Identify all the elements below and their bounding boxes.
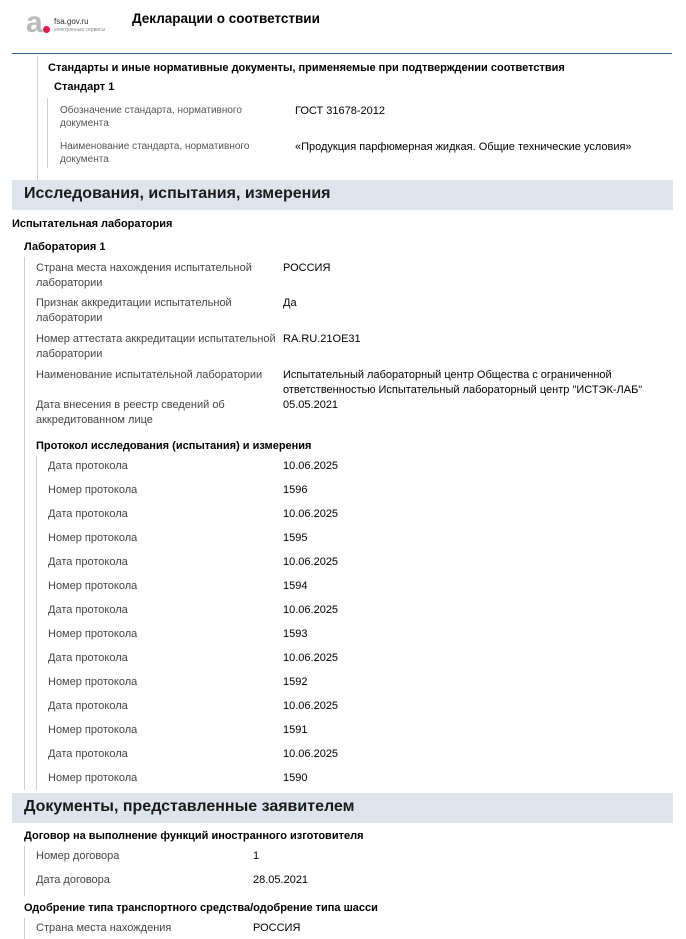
protocol-row-label: Номер протокола <box>48 772 138 784</box>
lab-registry-date-label: Дата внесения в реестр сведений об аккредитованном лице <box>36 399 225 426</box>
lab-accreditation-value: Да <box>283 297 297 309</box>
header-divider <box>12 53 672 54</box>
standard-name-value: «Продукция парфюмерная жидкая. Общие технические условия» <box>295 141 632 153</box>
protocol-row-value: 1590 <box>283 772 308 784</box>
protocol-row-value: 10.06.2025 <box>283 508 339 520</box>
protocol-row-label: Дата протокола <box>48 508 128 520</box>
protocol-row-value: 1594 <box>283 580 308 592</box>
standard-name-label: Наименование стандарта, нормативного документа <box>60 141 250 165</box>
protocol-row-value: 10.06.2025 <box>283 652 339 664</box>
protocol-row-label: Дата протокола <box>48 556 128 568</box>
lab-1-title: Лаборатория 1 <box>24 241 106 253</box>
page-title: Декларации о соответствии <box>132 11 320 26</box>
protocol-row-label: Номер протокола <box>48 580 138 592</box>
standards-guide-line <box>37 56 38 180</box>
protocol-row-label: Номер протокола <box>48 484 138 496</box>
protocol-row-label: Дата протокола <box>48 748 128 760</box>
lab-certificate-value: RA.RU.21OE31 <box>283 333 361 345</box>
approval-country-label: Страна места нахождения <box>36 922 172 934</box>
lab-name-label: Наименование испытательной лаборатории <box>36 369 263 381</box>
approval-guide-line <box>24 918 25 939</box>
research-section-header <box>12 180 673 210</box>
approval-heading: Одобрение типа транспортного средства/одобрение типа шасси <box>24 902 378 914</box>
protocol-row-value: 1593 <box>283 628 308 640</box>
protocol-row-value: 1592 <box>283 676 308 688</box>
protocol-row-value: 1596 <box>283 484 308 496</box>
logo-a-icon: a <box>26 6 43 39</box>
logo-dot-icon <box>43 26 50 33</box>
protocol-row-label: Дата протокола <box>48 652 128 664</box>
protocol-row-label: Дата протокола <box>48 604 128 616</box>
lab-guide-line <box>24 257 25 790</box>
contract-number-value: 1 <box>253 850 260 862</box>
standard-designation-value: ГОСТ 31678-2012 <box>295 105 385 117</box>
fsa-logo[interactable] <box>26 8 106 42</box>
contract-date-value: 28.05.2021 <box>253 874 309 886</box>
lab-country-value: РОССИЯ <box>283 262 331 274</box>
lab-name-value: Испытательный лабораторный центр Общества с ограниченной ответственностью Испытательный лабораторный центр "ИСТЭК-ЛАБ" <box>283 369 643 396</box>
documents-section-header <box>12 793 673 823</box>
standard-designation-label: Обозначение стандарта, нормативного документа <box>60 105 242 129</box>
contract-guide-line <box>24 846 25 896</box>
protocol-row-value: 10.06.2025 <box>283 700 339 712</box>
standards-heading: Стандарты и иные нормативные документы, применяемые при подтверждении соответствия <box>48 62 565 74</box>
protocol-row-label: Номер протокола <box>48 724 138 736</box>
research-section-title: Исследования, испытания, измерения <box>24 185 331 202</box>
page-header <box>0 0 686 56</box>
standard-1-title: Стандарт 1 <box>54 81 115 93</box>
protocol-row-label: Номер протокола <box>48 628 138 640</box>
documents-section-title: Документы, представленные заявителем <box>24 798 355 815</box>
lab-heading: Испытательная лаборатория <box>12 218 173 230</box>
logo-subtitle: электронные сервисы <box>54 27 106 33</box>
protocol-heading: Протокол исследования (испытания) и измерения <box>36 440 312 452</box>
approval-country-value: РОССИЯ <box>253 922 301 934</box>
lab-certificate-label: Номер аттестата аккредитации испытательной лаборатории <box>36 333 276 360</box>
protocol-row-value: 10.06.2025 <box>283 460 339 472</box>
standard-1-guide-line <box>47 98 48 168</box>
contract-date-label: Дата договора <box>36 874 110 886</box>
contract-heading: Договор на выполнение функций иностранного изготовителя <box>24 830 364 842</box>
protocol-row-value: 10.06.2025 <box>283 556 339 568</box>
protocol-row-label: Дата протокола <box>48 460 128 472</box>
logo-site-text: fsa.gov.ru <box>54 17 89 26</box>
protocol-row-label: Дата протокола <box>48 700 128 712</box>
protocol-row-value: 1595 <box>283 532 308 544</box>
protocol-row-label: Номер протокола <box>48 676 138 688</box>
lab-accreditation-label: Признак аккредитации испытательной лаборатории <box>36 297 232 324</box>
protocol-row-value: 1591 <box>283 724 308 736</box>
protocol-row-label: Номер протокола <box>48 532 138 544</box>
contract-number-label: Номер договора <box>36 850 120 862</box>
lab-country-label: Страна места нахождения испытательной лаборатории <box>36 262 252 289</box>
protocol-row-value: 10.06.2025 <box>283 604 339 616</box>
protocol-guide-line <box>36 456 37 790</box>
lab-registry-date-value: 05.05.2021 <box>283 399 339 411</box>
protocol-row-value: 10.06.2025 <box>283 748 339 760</box>
